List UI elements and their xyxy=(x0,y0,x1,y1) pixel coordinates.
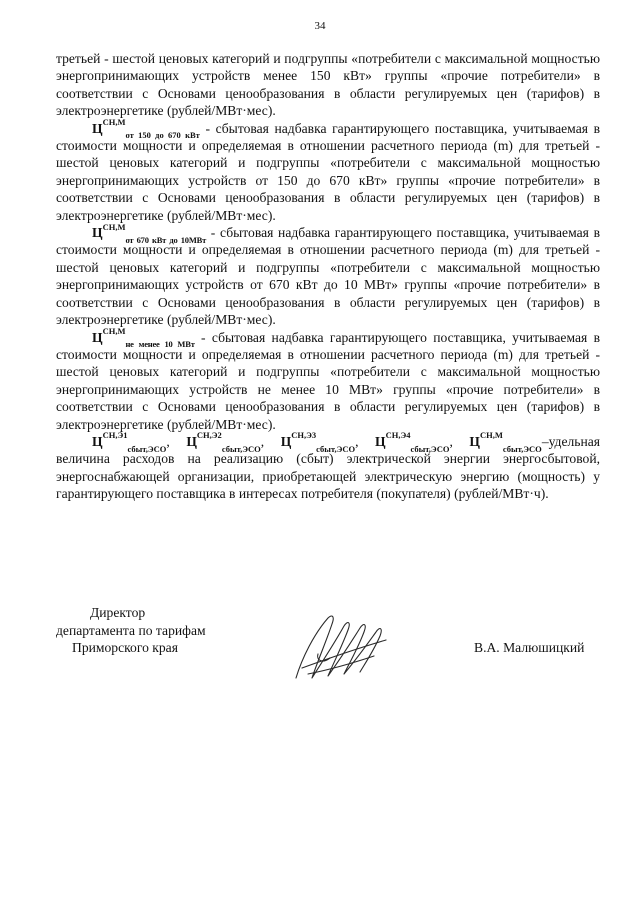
symbol-base: Ц xyxy=(92,225,103,241)
symbol-superscript: СН,Э2 xyxy=(196,430,222,441)
symbol-superscript: СН,Э4 xyxy=(385,430,411,441)
symbol-base: Ц xyxy=(92,433,103,449)
symbol-subscript: сбыт,ЭСО xyxy=(127,443,167,454)
symbol-subscript: сбыт,ЭСО xyxy=(316,443,356,454)
paragraph-text: - сбытовая надбавка гарантирующего поставщика, учитываемая в стоимости мощности и определяемая в отношении расчетного периода (m) для третьей - шестой ценовых категорий и подгруппы «потребители с максимальной мощностью энергопринимающих устройств не менее 10 МВт» группы «прочие потребители» в соответствии с Основами ценообразования в области регулируемых цен (тарифов) в электроэнергетике (рублей/МВт·мес). xyxy=(56,329,600,432)
paragraph-5 xyxy=(56,430,601,503)
page-number: 34 xyxy=(314,20,326,32)
symbol-subscript: от 150 до 670 кВт xyxy=(125,130,200,141)
separator: , xyxy=(355,433,376,449)
symbol-subscript: сбыт,ЭСО xyxy=(502,443,542,454)
paragraph-2 xyxy=(56,117,600,224)
separator: , xyxy=(260,433,281,449)
paragraph-text: - сбытовая надбавка гарантирующего поставщика, учитываемая в стоимости мощности и определяемая в отношении расчетного периода (m) для третьей - шестой ценовых категорий и подгруппы «потребители с максимальной мощностью энергопринимающих устройств от 670 кВт до 10 МВт» группы «прочие потребители» в соответствии с Основами ценообразования в области регулируемых цен (тарифов) в электроэнергетике (рублей/МВт·мес). xyxy=(56,225,600,328)
signatory-title-block xyxy=(56,604,206,657)
symbol-subscript: сбыт,ЭСО xyxy=(410,443,450,454)
symbol-subscript: сбыт,ЭСО xyxy=(221,443,261,454)
formula-symbol xyxy=(469,430,542,454)
symbol-base: Ц xyxy=(92,329,103,345)
paragraph-1: третьей - шестой ценовых категорий и подгруппы «потребители с максимальной мощностью энергопринимающих устройств менее 150 кВт» группы «прочие потребители» в соответствии с Основами ценообразования в области регулируемых цен (тарифов) в электроэнергетике (рублей/МВт·мес). xyxy=(56,51,600,119)
formula-symbol xyxy=(92,430,167,454)
symbol-base: Ц xyxy=(280,433,292,449)
symbol-base: Ц xyxy=(375,433,386,449)
paragraph-4 xyxy=(56,325,600,433)
paragraph-text: –удельная величина расходов на реализацию (сбыт) электрической энергии энергосбытовой, энергоснабжающей организации, приобретающей электрическую энергию (мощность) у гарантирующего поставщика в интересах потребителя (покупателя) (рублей/МВт·ч). xyxy=(56,433,601,502)
signatory-position: Директор xyxy=(90,605,146,620)
signer-name: В.А. Малюшицкий xyxy=(474,640,585,655)
formula-symbol xyxy=(280,430,356,454)
signatory-department: департамента по тарифам xyxy=(56,622,206,638)
symbol-base: Ц xyxy=(92,120,103,136)
paragraph-3 xyxy=(56,221,600,328)
signatory-region: Приморского края xyxy=(72,640,178,655)
symbol-superscript: СН,М xyxy=(102,325,126,336)
paragraph-text: - сбытовая надбавка гарантирующего поставщика, учитываемая в стоимости мощности и определяемая в отношении расчетного периода (m) для третьей - шестой ценовых категорий и подгруппы «потребители с максимальной мощностью энергопринимающих устройств от 150 до 670 кВт» группы «прочие потребители» в соответствии с Основами ценообразования в области регулируемых цен (тарифов) в электроэнергетике (рублей/МВт·мес). xyxy=(56,120,600,223)
separator: , xyxy=(166,433,187,449)
symbol-subscript: от 670 кВт до 10МВт xyxy=(125,234,207,245)
formula-symbol xyxy=(375,430,450,454)
symbol-superscript: СН,М xyxy=(102,221,126,232)
handwritten-signature xyxy=(288,608,398,688)
symbol-superscript: СН,Э1 xyxy=(102,430,128,441)
formula-symbol xyxy=(186,430,261,454)
document-body xyxy=(56,50,600,503)
formula-symbol xyxy=(92,221,207,245)
symbol-base: Ц xyxy=(186,433,197,449)
symbol-base: Ц xyxy=(469,433,480,449)
separator: , xyxy=(449,433,470,449)
symbol-superscript: СН,М xyxy=(102,117,126,128)
symbol-subscript: не менее 10 МВт xyxy=(125,339,195,350)
symbol-superscript: СН,Э3 xyxy=(291,430,317,441)
formula-symbol xyxy=(92,325,195,350)
formula-symbol xyxy=(92,117,200,141)
symbol-superscript: СН,М xyxy=(479,430,503,441)
